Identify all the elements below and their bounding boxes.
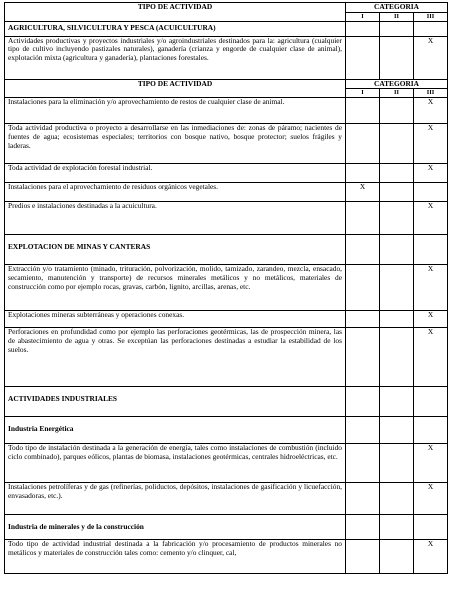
row-description: Todo tipo de actividad industrial destinada a la fabricación y/o procesamiento de productos minerales no metálicos y materiales de construcción tales como: cemento y/o clinquer, cal, (5, 540, 346, 574)
cell-cat-iii: X (414, 36, 448, 79)
row-description: Actividades productivas y proyectos industriales y/o agroindustriales destinados para la: agricultura (cualquier tipo de cultivo incluyendo pastizales naturales), ganadería (crianza y engorde de cualquier clase de animal), explotación mixta (agricultura y ganadería), plantaciones forestales. (5, 36, 346, 79)
cell-cat-ii (380, 202, 414, 235)
section-agricultura: AGRICULTURA, SILVICULTURA Y PESCA (ACUICULTURA) (5, 21, 346, 36)
table-row (5, 36, 448, 79)
cell-cat-ii (380, 98, 414, 124)
cell-cat-iii: X (414, 98, 448, 124)
cell-cat-iii: X (414, 328, 448, 387)
cell-cat-i (346, 202, 380, 235)
header-row-repeat (5, 79, 448, 89)
row-description: Toda actividad productiva o proyecto a desarrollarse en las inmediaciones de: zonas de páramo; nacientes de fuentes de agua; ecosistemas especiales; territorios con bosque nativo, bosque protector; suelos frágiles y laderas. (5, 124, 346, 164)
cell-cat-i (346, 483, 380, 515)
table-row (5, 483, 448, 515)
cell-cat-ii (380, 36, 414, 79)
table-row (5, 202, 448, 235)
row-description: Extracción y/o tratamiento (minado, trituración, polvorización, molido, tamizado, zarandeo, mezcla, ensacado, secamiento, manutención y transporte) de recursos minerales metálicos y no metálicos, materiales de construcción como por ejemplo rocas, gravas, carbón, lignito, arcillas, arenas, etc. (5, 265, 346, 311)
cell-cat-i (346, 36, 380, 79)
row-description: Predios e instalaciones destinadas a la acuicultura. (5, 202, 346, 235)
section-row (5, 21, 448, 36)
subsection-row (5, 515, 448, 540)
header-col-i-repeat: I (346, 89, 380, 98)
cell-cat-i (346, 311, 380, 328)
cell-cat-ii (380, 183, 414, 202)
section-industriales: ACTIVIDADES INDUSTRIALES (5, 387, 346, 417)
cell-cat-i (346, 444, 380, 483)
row-description: Instalaciones para la eliminación y/o aprovechamiento de restos de cualquier clase de animal. (5, 98, 346, 124)
cell-cat-i: X (346, 183, 380, 202)
cell-cat-iii: X (414, 124, 448, 164)
table-row (5, 328, 448, 387)
cell-cat-ii (380, 265, 414, 311)
cell-cat-i (346, 164, 380, 183)
table-row (5, 540, 448, 574)
cell-cat-i (346, 328, 380, 387)
row-description: Perforaciones en profundidad como por ejemplo las perforaciones geotérmicas, las de prospección minera, las de abastecimiento de agua y otras. Se exceptúan las perforaciones destinadas a estudiar la estabilidad de los suelos. (5, 328, 346, 387)
header-categoria: CATEGORIA (346, 3, 448, 13)
row-description: Instalaciones petrolíferas y de gas (refinerías, poliductos, depósitos, instalaciones de gasificación y licuefacción, envasadoras, etc.). (5, 483, 346, 515)
cell-cat-ii (380, 124, 414, 164)
section-row (5, 387, 448, 417)
table-row (5, 183, 448, 202)
table-row (5, 444, 448, 483)
cell-cat-iii: X (414, 483, 448, 515)
header-col-iii: III (414, 12, 448, 21)
cell-cat-ii (380, 540, 414, 574)
cell-cat-ii (380, 483, 414, 515)
cell-cat-ii (380, 328, 414, 387)
cell-cat-iii: X (414, 202, 448, 235)
table-row (5, 311, 448, 328)
cell-cat-iii: X (414, 265, 448, 311)
section-minas: EXPLOTACION DE MINAS Y CANTERAS (5, 235, 346, 265)
table-row (5, 98, 448, 124)
row-description: Instalaciones para el aprovechamiento de residuos orgánicos vegetales. (5, 183, 346, 202)
section-row (5, 235, 448, 265)
header-tipo-de-actividad: TIPO DE ACTIVIDAD (5, 3, 346, 22)
cell-cat-ii (380, 444, 414, 483)
header-row (5, 3, 448, 13)
header-col-ii-repeat: II (380, 89, 414, 98)
subsection-minerales: Industria de minerales y de la construcción (5, 515, 346, 540)
subsection-energetica: Industria Energética (5, 417, 346, 444)
subsection-row (5, 417, 448, 444)
cell-cat-ii (380, 311, 414, 328)
header-categoria-repeat: CATEGORIA (346, 79, 448, 89)
row-description: Explotaciones mineras subterráneas y operaciones conexas. (5, 311, 346, 328)
table-row (5, 124, 448, 164)
row-description: Todo tipo de instalación destinada a la generación de energía, tales como instalaciones de combustión (incluido ciclo combinado), parques eólicos, plantas de biomasa, instalaciones geotérmicas, centrales hidroeléctricas, etc. (5, 444, 346, 483)
cell-cat-iii (414, 183, 448, 202)
row-description: Toda actividad de explotación forestal industrial. (5, 164, 346, 183)
cell-cat-iii: X (414, 164, 448, 183)
activity-category-table (4, 2, 448, 574)
cell-cat-i (346, 265, 380, 311)
cell-cat-i (346, 124, 380, 164)
cell-cat-iii: X (414, 540, 448, 574)
cell-cat-iii: X (414, 444, 448, 483)
cell-cat-ii (380, 164, 414, 183)
cell-cat-iii: X (414, 311, 448, 328)
header-tipo-de-actividad-repeat: TIPO DE ACTIVIDAD (5, 79, 346, 98)
cell-cat-i (346, 98, 380, 124)
header-col-i: I (346, 12, 380, 21)
table-row (5, 164, 448, 183)
header-col-ii: II (380, 12, 414, 21)
cell-cat-i (346, 540, 380, 574)
header-col-iii-repeat: III (414, 89, 448, 98)
table-row (5, 265, 448, 311)
